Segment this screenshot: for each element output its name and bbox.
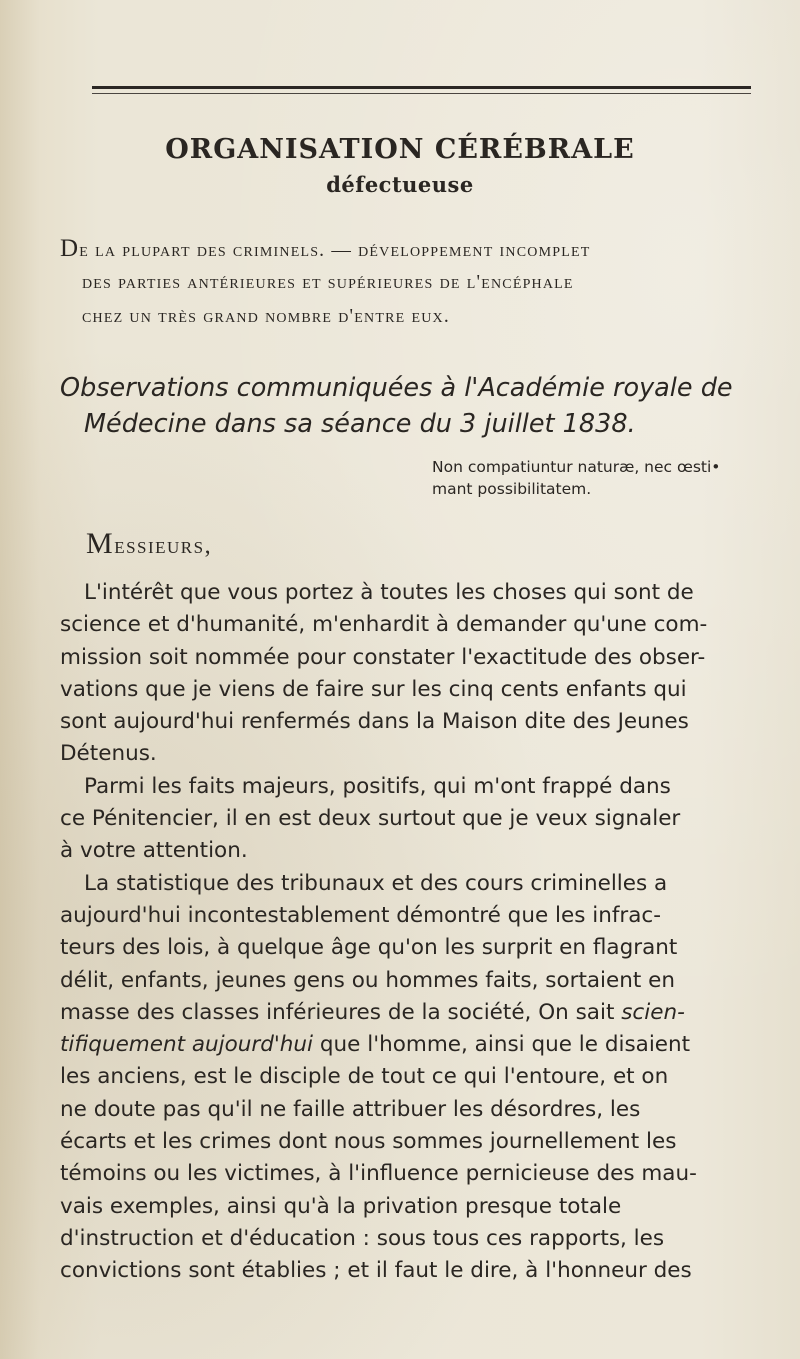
body-line: aujourd'hui incontestablement démontré que les infrac- xyxy=(60,902,662,928)
body-line: vations que je viens de faire sur les cinq cents enfants qui xyxy=(60,676,687,702)
body-line: science et d'humanité, m'enhardit à demander qu'une com- xyxy=(60,612,708,638)
body-line: écarts et les crimes dont nous sommes journellement les xyxy=(60,1129,677,1155)
body-line: Détenus. xyxy=(60,741,157,767)
body-line-text: que l'homme, ainsi que le disaient xyxy=(319,1032,691,1058)
body-line: teurs des lois, à quelque âge qu'on les surprit en flagrant xyxy=(60,935,678,961)
body-line: La statistique des tribunaux et des cours criminelles a xyxy=(84,870,668,896)
chapter-subtitle: défectueuse xyxy=(326,172,474,197)
summary-line-2: des parties antérieures et supérieures de l'encéphale xyxy=(82,272,574,293)
chapter-title: ORGANISATION CÉRÉBRALE xyxy=(165,134,635,165)
summary-line-1 xyxy=(60,232,772,266)
italic-phrase: scien- xyxy=(621,999,685,1025)
body-line: ce Pénitencier, il en est deux surtout que je veux signaler xyxy=(60,806,681,832)
body-line: délit, enfants, jeunes gens ou hommes faits, sortaient en xyxy=(60,967,676,993)
observations-heading xyxy=(60,370,772,442)
body-line: mission soit nommée pour constater l'exactitude des obser- xyxy=(60,644,706,670)
body-line-text: masse des classes inférieures de la société, On sait xyxy=(60,999,615,1025)
epigraph-line-1: Non compatiuntur naturæ, nec œsti• xyxy=(432,458,721,476)
body-line: sont aujourd'hui renfermés dans la Maison dite des Jeunes xyxy=(60,709,689,735)
salutation-cap: M xyxy=(86,527,115,560)
epigraph-line-2: mant possibilitatem. xyxy=(432,480,592,498)
top-rule-thick xyxy=(92,86,751,89)
observations-line-1: Observations communiquées à l'Académie royale de xyxy=(60,373,733,403)
body-line: L'intérêt que vous portez à toutes les choses qui sont de xyxy=(84,580,694,605)
body-line: d'instruction et d'éducation : sous tous ces rapports, les xyxy=(60,1225,665,1251)
summary-line-3: chez un très grand nombre d'entre eux. xyxy=(82,306,450,327)
body-line xyxy=(60,997,772,1029)
body-line: à votre attention. xyxy=(60,838,248,864)
italic-phrase: tifiquement aujourd'hui xyxy=(60,1032,314,1058)
body-line: ne doute pas qu'il ne faille attribuer les désordres, les xyxy=(60,1096,641,1122)
salutation xyxy=(86,527,212,561)
body-text xyxy=(60,577,772,1288)
body-line: témoins ou les victimes, à l'influence pernicieuse des mau- xyxy=(60,1161,697,1187)
body-line: les anciens, est le disciple de tout ce qui l'entoure, et on xyxy=(60,1064,669,1090)
body-line xyxy=(60,1029,772,1061)
body-line: vais exemples, ainsi qu'à la privation presque totale xyxy=(60,1193,622,1219)
summary-line-1-text: e la plupart des criminels. — développement incomplet xyxy=(79,240,591,261)
body-line: convictions sont établies ; et il faut le dire, à l'honneur des xyxy=(60,1258,692,1284)
body-line: Parmi les faits majeurs, positifs, qui m'ont frappé dans xyxy=(84,773,671,799)
latin-epigraph xyxy=(432,456,772,500)
salutation-text: essieurs, xyxy=(114,533,213,559)
chapter-summary xyxy=(60,232,772,334)
observations-line-2: Médecine dans sa séance du 3 juillet 1838. xyxy=(84,409,636,439)
summary-drop-cap: D xyxy=(60,235,80,262)
top-rule-thin xyxy=(92,93,751,94)
